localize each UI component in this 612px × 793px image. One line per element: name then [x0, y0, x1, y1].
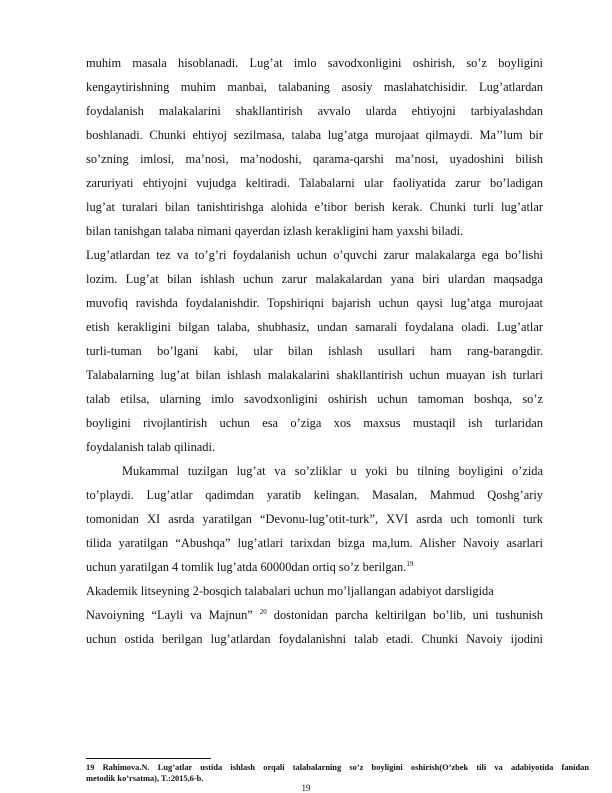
text-line-content: uchun yaratilgan 4 tomlik lug’atda 60000dan ortiq so’z berilgan. [86, 560, 407, 574]
text-line: tilida yaratilgan “Abushqa” lug’atlari tarixdan bizga ma,lum. Alisher Navoiy asarlari [86, 536, 543, 550]
text-line: tomonidan XI asrda yaratilgan “Devonu-lug’otit-turk”, XVI asrda uch tomonli turk [86, 512, 543, 526]
text-line: zaruriyati ehtiyojni vujudga keltiradi. Talabalarni ular faoliyatida zarur bo’ladigan [86, 176, 543, 190]
text-line: boyligini rivojlantirish uchun esa o’ziga xos maxsus mustaqil ish turlaridan [86, 416, 543, 430]
footnote-number: 19 [86, 763, 95, 772]
text-line: so’zning imlosi, ma’nosi, ma’nodoshi, qarama-qarshi ma’nosi, uyadoshini bilish [86, 152, 543, 166]
text-line: foydalanish malakalarini shakllantirish avvalo ularda ehtiyojni tarbiyalashdan [86, 104, 543, 118]
page-number: 19 [301, 783, 311, 793]
footnote-ref-19: 19 [406, 560, 414, 568]
text-line: boshlanadi. Chunki ehtiyoj sezilmasa, talaba lug’atga murojaat qilmaydi. Ma’’lum bir [86, 128, 543, 142]
text-line: Talabalarning lug’at bilan ishlash malakalarini shakllantirish uchun muayan ish turlari [86, 368, 543, 382]
text-line: foydalanish talab qilinadi. [86, 440, 216, 454]
text-line: etish kerakligini bilgan talaba, shubhasiz, undan samarali foydalana oladi. Lug’atlar [86, 320, 543, 334]
text-line: Mukammal tuzilgan lug’at va so’zliklar u yoki bu tilning boyligini o’zida [122, 464, 543, 478]
text-line: bilan tanishgan talaba nimani qayerdan izlash kerakligini ham yaxshi biladi. [86, 224, 464, 238]
text-line: Akademik litseyning 2-bosqich talabalari uchun mo’ljallangan adabiyot darsligida [86, 584, 494, 598]
text-line: lug’at turalari bilan tanishtirishga alohida e’tibor berish kerak. Chunki turli lug’atlar [86, 200, 543, 214]
text-line: muvofiq ravishda foydalanishdir. Topshiriqni bajarish uchun qaysi lug’atga murojaat [86, 296, 543, 310]
text-line [86, 560, 543, 575]
text-line-content: Navoiyning “Layli va Majnun” [86, 608, 253, 622]
text-line: kengaytirishning muhim manbai, talabaning asosiy maslahatchisidir. Lug’atlardan [86, 80, 543, 94]
text-line: uchun ostida berilgan lug’atlardan foydalanishni talab etadi. Chunki Navoiy ijodini [86, 632, 543, 646]
text-line: lozim. Lug’at bilan ishlash uchun zarur malakalardan yana biri ulardan maqsadga [86, 272, 543, 286]
footnote-ref-20: 20 [259, 608, 267, 616]
text-line: turli-tuman bo’lgani kabi, ular bilan ishlash usullari ham rang-barangdir. [86, 344, 543, 358]
footnote-continuation: metodik ko’rsatma), T.:2015,6-b. [86, 774, 204, 783]
footnote [86, 763, 589, 773]
text-line [86, 608, 543, 623]
text-line: talab etilsa, ularning imlo savodxonligini oshirish uchun tamoman boshqa, so’z [86, 392, 543, 406]
text-line: Lug’atlardan tez va to’g’ri foydalanish uchun o’quvchi zarur malakalarga ega bo’lishi [86, 248, 543, 262]
footnote-divider [86, 758, 211, 759]
text-line: muhim masala hisoblanadi. Lug’at imlo savodxonligini oshirish, so’z boyligini [86, 56, 543, 70]
footnote-text: Rahimova.N. Lug’atlar ustida ishlash orqali talabalarning so’z boyligini oshirish(O’zbek tili va adabiyotida fanidan [102, 763, 589, 772]
text-line-content: dostonidan parcha keltirilgan bo’lib, uni tushunish [273, 608, 543, 622]
text-line: to’playdi. Lug’atlar qadimdan yaratib kelingan. Masalan, Mahmud Qoshg’ariy [86, 488, 543, 502]
